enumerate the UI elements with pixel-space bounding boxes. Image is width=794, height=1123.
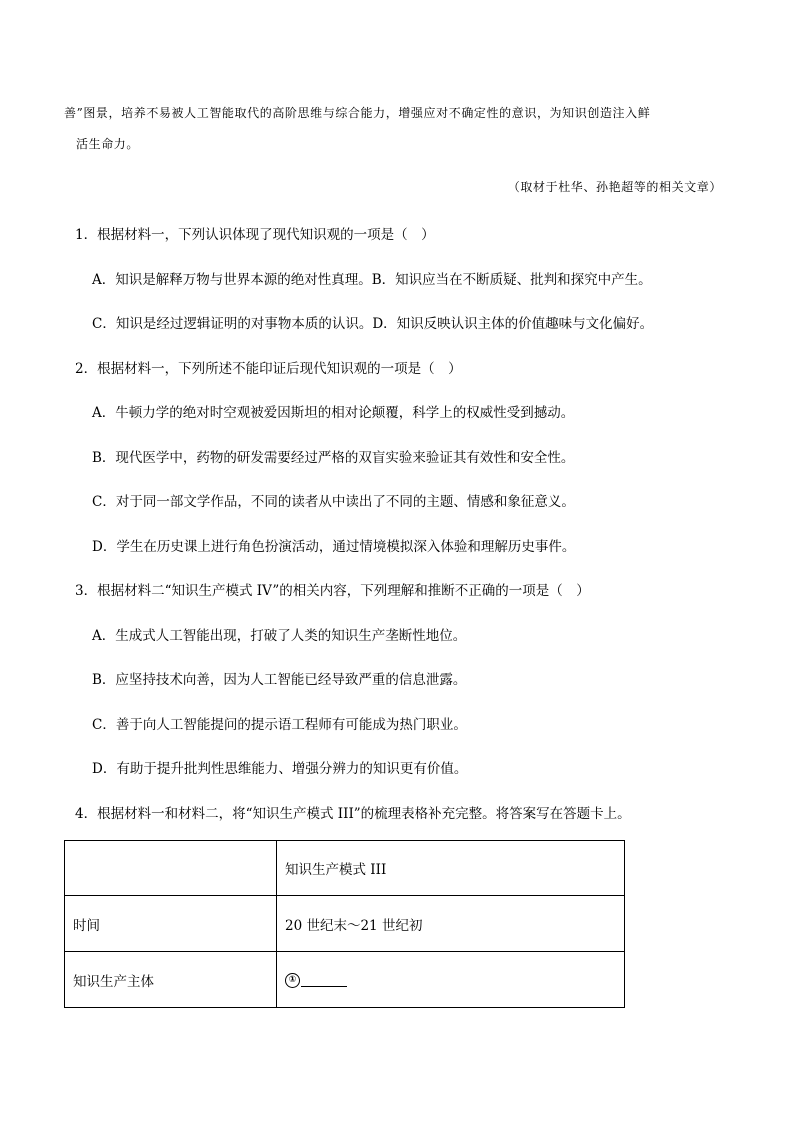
table-cell: 时间 [65,896,277,952]
table-cell: 20 世纪末～21 世纪初 [277,896,625,952]
table-cell-answer [277,952,625,1008]
passage-source: （取材于杜华、孙艳超等的相关文章） [507,180,722,194]
question-2-option-b: B．现代医学中，药物的研发需要经过严格的双盲实验来验证其有效性和安全性。 [92,450,575,466]
table-cell: 知识生产主体 [65,952,277,1008]
circled-number-marker: ① [285,973,300,988]
question-3-option-d: D．有助于提升批判性思维能力、增强分辨力的知识更有价值。 [92,761,468,777]
question-4-stem: 4．根据材料一和材料二，将“知识生产模式 III”的梳理表格补充完整。将答案写在答题卡上。 [75,806,631,822]
answer-blank-line[interactable] [301,974,347,987]
table-row [65,952,625,1008]
knowledge-mode-table [64,840,625,1008]
passage-line-1: 善”图景，培养不易被人工智能取代的高阶思维与综合能力，增强应对不确定性的意识，为知识创造注入鲜 [64,106,651,120]
question-2-stem: 2．根据材料一，下列所述不能印证后现代知识观的一项是（ ） [75,361,462,377]
passage-line-2: 活生命力。 [76,137,140,151]
question-2-option-d: D．学生在历史课上进行角色扮演活动，通过情境模拟深入体验和理解历史事件。 [92,539,576,555]
question-3-option-c: C．善于向人工智能提问的提示语工程师有可能成为热门职业。 [92,717,467,733]
table-header-cell [65,841,277,896]
question-2-option-c: C．对于同一部文学作品，不同的读者从中读出了不同的主题、情感和象征意义。 [92,494,575,510]
table-row [65,841,625,896]
question-1-option-cd: C．知识是经过逻辑证明的对事物本质的认识。D．知识反映认识主体的价值趣味与文化偏好。 [92,316,654,332]
question-1-option-ab: A．知识是解释万物与世界本源的绝对性真理。B．知识应当在不断质疑、批判和探究中产生。 [92,272,652,288]
table-row [65,896,625,952]
question-2-option-a: A．牛顿力学的绝对时空观被爱因斯坦的相对论颠覆，科学上的权威性受到撼动。 [92,405,575,421]
question-3-stem: 3．根据材料二“知识生产模式 IV”的相关内容，下列理解和推断不正确的一项是（ ） [75,583,590,599]
question-1-stem: 1．根据材料一，下列认识体现了现代知识观的一项是（ ） [75,227,435,243]
question-3-option-a: A．生成式人工智能出现，打破了人类的知识生产垄断性地位。 [92,628,467,644]
table-header-cell: 知识生产模式 III [277,841,625,896]
question-3-option-b: B．应坚持技术向善，因为人工智能已经导致严重的信息泄露。 [92,672,467,688]
